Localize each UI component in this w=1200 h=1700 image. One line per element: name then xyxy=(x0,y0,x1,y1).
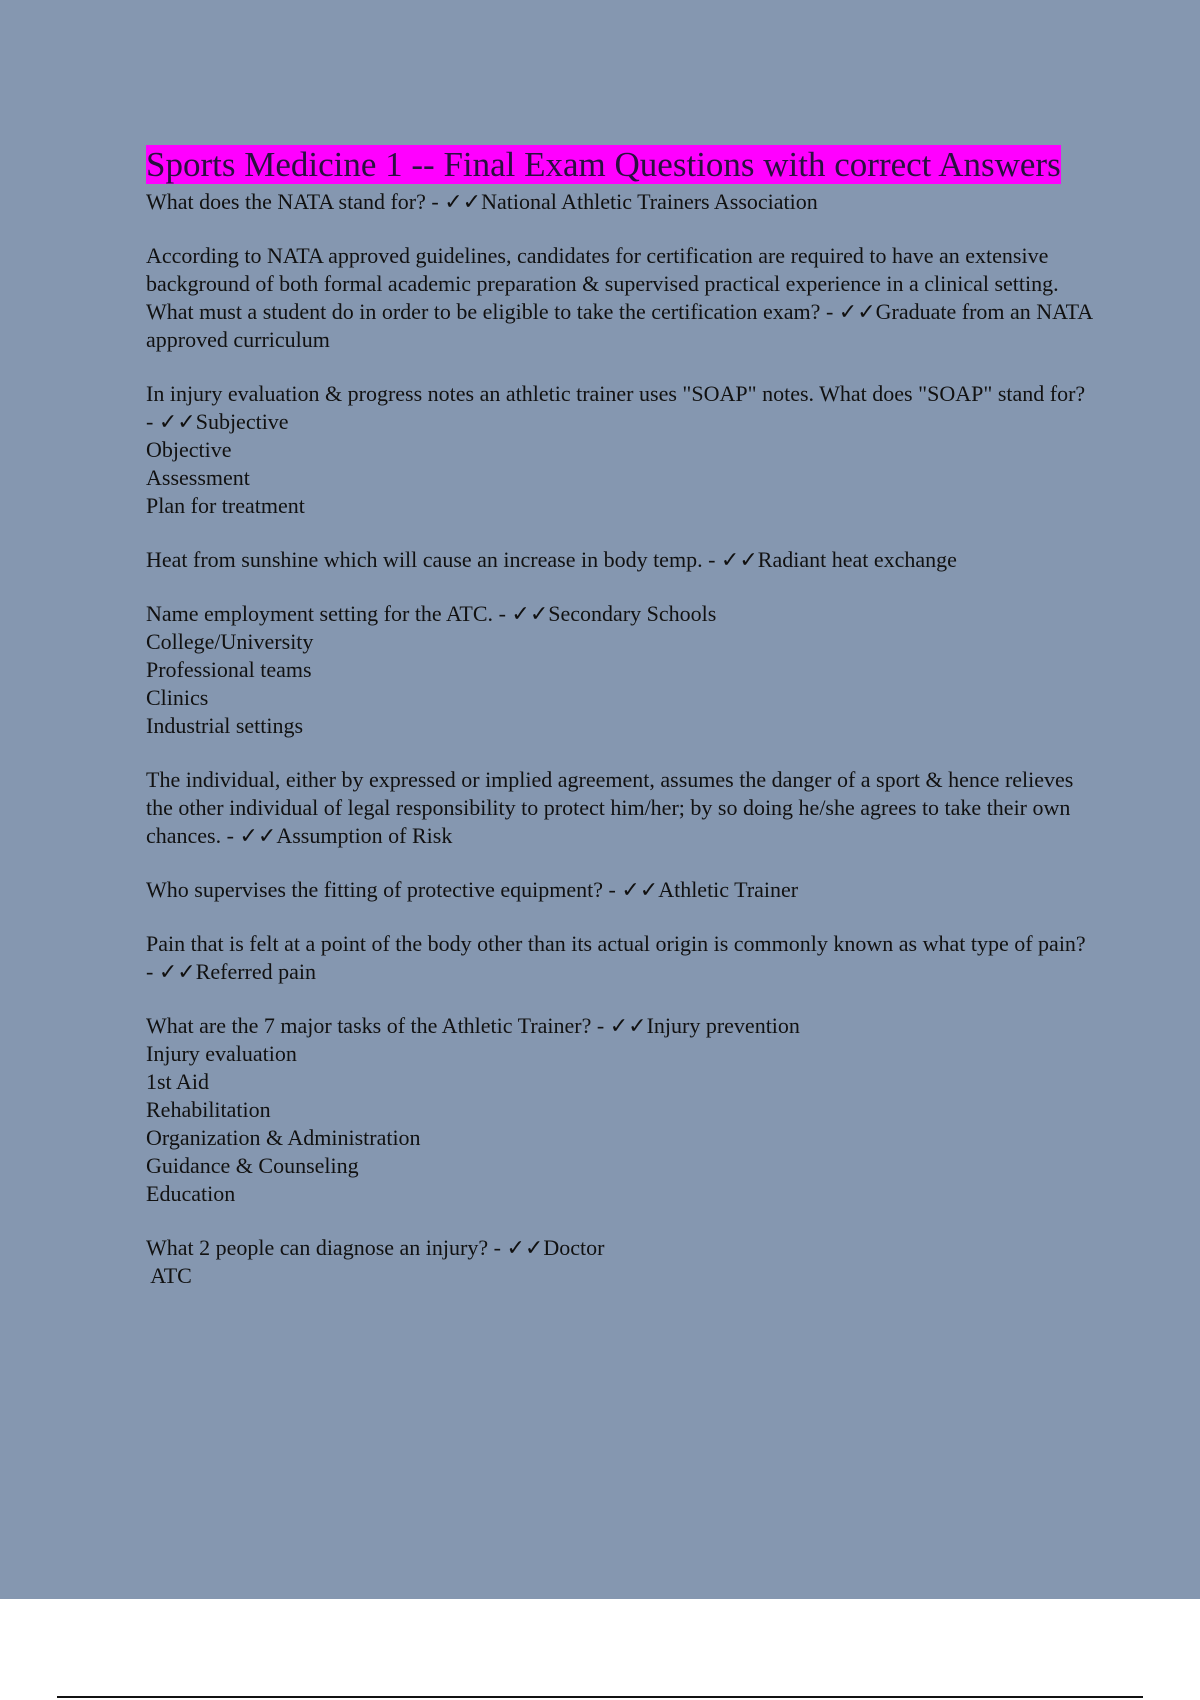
answer-continuation-line: College/University xyxy=(146,629,314,654)
answer-text: Graduate from an NATA approved curriculum xyxy=(146,299,1092,352)
question-text: Heat from sunshine which will cause an increase in body temp. xyxy=(146,547,703,572)
answer-continuation-line: Plan for treatment xyxy=(146,493,305,518)
answer-continuation-line: Objective xyxy=(146,437,232,462)
answer-continuation-line: 1st Aid xyxy=(146,1069,209,1094)
double-check-icon: ✓✓ xyxy=(609,1013,647,1038)
double-check-icon: ✓✓ xyxy=(239,823,277,848)
qa-item xyxy=(146,930,1096,986)
answer-text: Secondary Schools xyxy=(548,601,717,626)
double-check-icon: ✓✓ xyxy=(444,189,482,214)
double-check-icon: ✓✓ xyxy=(511,601,549,626)
double-check-icon: ✓✓ xyxy=(158,959,196,984)
answer-text: Injury prevention xyxy=(646,1013,800,1038)
answer-continuation-line: Rehabilitation xyxy=(146,1097,271,1122)
qa-first-line xyxy=(146,188,1096,216)
double-check-icon: ✓✓ xyxy=(506,1235,544,1260)
answer-continuation-line: Injury evaluation xyxy=(146,1041,297,1066)
answer-text: Subjective xyxy=(195,409,289,434)
answer-text: Assumption of Risk xyxy=(276,823,453,848)
qa-first-line xyxy=(146,876,1096,904)
answer-separator: - xyxy=(425,189,445,214)
answer-separator: - xyxy=(488,1235,507,1260)
answer-continuation-line: ATC xyxy=(146,1263,192,1288)
double-check-icon: ✓✓ xyxy=(621,877,659,902)
answer-separator: - xyxy=(146,409,159,434)
title-highlight: Sports Medicine 1 -- Final Exam Questions with correct Answers xyxy=(146,145,1061,184)
question-text: What are the 7 major tasks of the Athletic Trainer? xyxy=(146,1013,592,1038)
qa-item xyxy=(146,546,1096,574)
double-check-icon: ✓✓ xyxy=(158,409,196,434)
qa-first-line xyxy=(146,600,1096,628)
qa-first-line xyxy=(146,1012,1096,1040)
answer-continuation-line: Guidance & Counseling xyxy=(146,1153,359,1178)
qa-item xyxy=(146,188,1096,216)
qa-item xyxy=(146,380,1096,520)
footer-rule xyxy=(57,1696,1143,1698)
qa-item xyxy=(146,600,1096,740)
answer-text: Referred pain xyxy=(195,959,317,984)
answer-text: Radiant heat exchange xyxy=(757,547,957,572)
question-text: According to NATA approved guidelines, candidates for certification are required to have an extensive background of both formal academic preparation & supervised practical experience in a clinical setting. What must a student do in order to be eligible to take the certification exam? xyxy=(146,243,1059,324)
question-text: Name employment setting for the ATC. xyxy=(146,601,494,626)
question-text: Pain that is felt at a point of the body other than its actual origin is commonly known as what type of pain? xyxy=(146,931,1086,956)
qa-item xyxy=(146,1012,1096,1208)
answer-separator: - xyxy=(493,601,512,626)
answer-separator: - xyxy=(820,299,839,324)
answer-separator: - xyxy=(146,959,159,984)
qa-list xyxy=(146,188,1096,1290)
qa-item xyxy=(146,876,1096,904)
question-text: Who supervises the fitting of protective equipment? xyxy=(146,877,603,902)
answer-continuation-line: Clinics xyxy=(146,685,209,710)
answer-text: Doctor xyxy=(543,1235,605,1260)
question-text: What 2 people can diagnose an injury? xyxy=(146,1235,489,1260)
question-text: The individual, either by expressed or implied agreement, assumes the danger of a sport & hence relieves the other individual of legal responsibility to protect him/her; by so doing he/she agrees to take their own chances. xyxy=(146,767,1074,848)
qa-item xyxy=(146,242,1096,354)
double-check-icon: ✓✓ xyxy=(838,299,876,324)
answer-continuation-line: Industrial settings xyxy=(146,713,304,738)
answer-continuation-line: Assessment xyxy=(146,465,250,490)
double-check-icon: ✓✓ xyxy=(720,547,758,572)
qa-first-line xyxy=(146,242,1096,354)
answer-separator: - xyxy=(702,547,721,572)
qa-first-line xyxy=(146,766,1096,850)
question-text: What does the NATA stand for? xyxy=(146,189,426,214)
question-text: In injury evaluation & progress notes an athletic trainer uses "SOAP" notes. What does "SOAP" stand for? xyxy=(146,381,1086,406)
answer-text: Athletic Trainer xyxy=(658,877,799,902)
answer-separator: - xyxy=(221,823,240,848)
answer-separator: - xyxy=(602,877,622,902)
answer-separator: - xyxy=(591,1013,610,1038)
text-block xyxy=(146,144,1096,1316)
answer-continuation-line: Education xyxy=(146,1181,236,1206)
qa-first-line xyxy=(146,380,1096,436)
document-title xyxy=(146,144,1096,185)
answer-continuation-line: Organization & Administration xyxy=(146,1125,421,1150)
answer-continuation-line: Professional teams xyxy=(146,657,312,682)
qa-item xyxy=(146,766,1096,850)
answer-text: National Athletic Trainers Association xyxy=(481,189,818,214)
qa-first-line xyxy=(146,930,1096,986)
qa-first-line xyxy=(146,1234,1096,1262)
qa-first-line xyxy=(146,546,1096,574)
qa-item xyxy=(146,1234,1096,1290)
